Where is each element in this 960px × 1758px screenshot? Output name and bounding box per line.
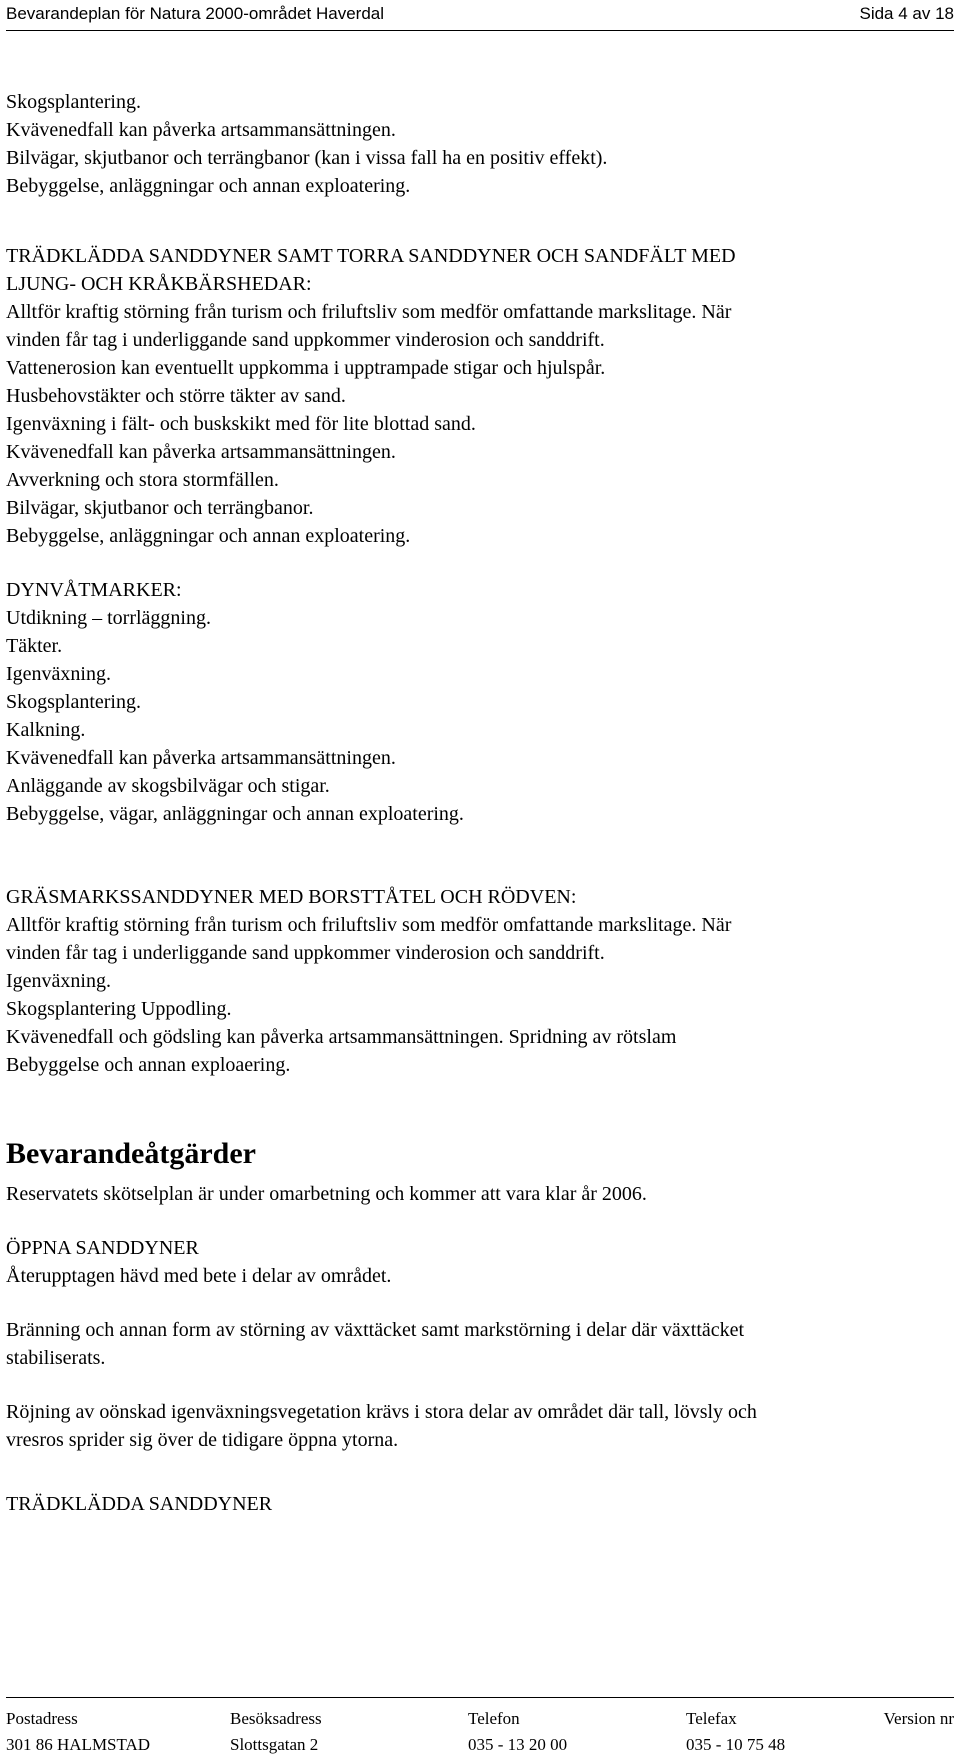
text-line: Skogsplantering Uppodling.	[6, 998, 232, 1020]
text-line: Skogsplantering.	[6, 691, 141, 713]
document-title: Bevarandeplan för Natura 2000-området Haverdal	[6, 4, 385, 23]
section-tradkladda-sanddyner-atgarder	[6, 1490, 946, 1518]
text-line: Bebyggelse, vägar, anläggningar och annan exploatering.	[6, 803, 464, 825]
page-footer	[6, 1697, 954, 1756]
text-line: Bebyggelse, anläggningar och annan exploatering.	[6, 525, 411, 547]
text-line: vresros sprider sig över de tidigare öppna ytorna.	[6, 1429, 399, 1451]
intro-block	[6, 88, 946, 200]
text-line: Vattenerosion kan eventuellt uppkomma i upptrampade stigar och hjulspår.	[6, 357, 606, 379]
text-line: Igenväxning i fält- och buskskikt med för lite blottad sand.	[6, 413, 476, 435]
text-line: vinden får tag i underliggande sand uppkommer vinderosion och sanddrift.	[6, 942, 605, 964]
footer-telefax	[686, 1706, 785, 1758]
paragraph-rojning	[6, 1398, 946, 1454]
footer-telefon	[468, 1706, 567, 1758]
footer-value: 035 - 10 75 48	[686, 1735, 786, 1754]
text-line: Anläggande av skogsbilvägar och stigar.	[6, 775, 330, 797]
footer-value: 035 - 13 20 00	[468, 1735, 568, 1754]
text-line: Återupptagen hävd med bete i delar av området.	[6, 1265, 392, 1287]
bevarandeatgarder-heading: Bevarandeåtgärder	[6, 1137, 256, 1170]
text-line: Bilvägar, skjutbanor och terrängbanor (kan i vissa fall ha en positiv effekt).	[6, 147, 608, 169]
section-heading: DYNVÅTMARKER:	[6, 579, 182, 601]
text-line: Kvävenedfall kan påverka artsammansättningen.	[6, 119, 396, 141]
section-tradkladda-sanddyner	[6, 242, 946, 550]
text-line: Reservatets skötselplan är under omarbetning och kommer att vara klar år 2006.	[6, 1183, 647, 1205]
section-dynvatmarker	[6, 576, 946, 828]
footer-version	[884, 1706, 954, 1732]
page-number: Sida 4 av 18	[859, 4, 954, 23]
section-heading: LJUNG- OCH KRÅKBÄRSHEDAR:	[6, 273, 312, 295]
footer-value: 301 86 HALMSTAD	[6, 1735, 151, 1754]
footer-value: Slottsgatan 2	[230, 1735, 319, 1754]
text-line: Igenväxning.	[6, 970, 111, 992]
text-line: stabiliserats.	[6, 1347, 106, 1369]
text-line: vinden får tag i underliggande sand uppkommer vinderosion och sanddrift.	[6, 329, 605, 351]
footer-label: Telefax	[686, 1709, 737, 1728]
text-line: Bebyggelse och annan exploaering.	[6, 1054, 291, 1076]
footer-postadress	[6, 1706, 150, 1758]
section-heading: TRÄDKLÄDDA SANDDYNER SAMT TORRA SANDDYNER OCH SANDFÄLT MED	[6, 245, 736, 267]
document-body	[6, 88, 946, 1518]
text-line: Bilvägar, skjutbanor och terrängbanor.	[6, 497, 314, 519]
section-heading: ÖPPNA SANDDYNER	[6, 1237, 199, 1259]
footer-label: Besöksadress	[230, 1709, 322, 1728]
text-line: Röjning av oönskad igenväxningsvegetation krävs i stora delar av området där tall, lövsly och	[6, 1401, 757, 1423]
text-line: Igenväxning.	[6, 663, 111, 685]
section-grasmarkssanddyner	[6, 883, 946, 1079]
text-line: Kvävenedfall kan påverka artsammansättningen.	[6, 747, 396, 769]
text-line: Alltför kraftig störning från turism och friluftsliv som medför omfattande markslitage. När	[6, 301, 732, 323]
footer-label: Postadress	[6, 1709, 78, 1728]
text-line: Skogsplantering.	[6, 91, 141, 113]
text-line: Utdikning – torrläggning.	[6, 607, 211, 629]
text-line: Alltför kraftig störning från turism och friluftsliv som medför omfattande markslitage. När	[6, 914, 732, 936]
text-line: Bränning och annan form av störning av växttäcket samt markstörning i delar där växttäcket	[6, 1319, 745, 1341]
text-line: Täkter.	[6, 635, 63, 657]
paragraph-branning	[6, 1316, 946, 1372]
footer-besoksadress	[230, 1706, 322, 1758]
page-header	[6, 0, 954, 31]
text-line: Kvävenedfall kan påverka artsammansättningen.	[6, 441, 396, 463]
section-heading: GRÄSMARKSSANDDYNER MED BORSTTÅTEL OCH RÖDVEN:	[6, 886, 577, 908]
section-heading: TRÄDKLÄDDA SANDDYNER	[6, 1493, 273, 1515]
text-line: Husbehovstäkter och större täkter av sand.	[6, 385, 346, 407]
text-line: Kalkning.	[6, 719, 86, 741]
section-oppna-sanddyner	[6, 1234, 946, 1290]
footer-label: Version nr	[883, 1709, 954, 1728]
text-line: Bebyggelse, anläggningar och annan exploatering.	[6, 175, 411, 197]
text-line: Kvävenedfall och gödsling kan påverka artsammansättningen. Spridning av rötslam	[6, 1026, 677, 1048]
text-line: Avverkning och stora stormfällen.	[6, 469, 279, 491]
footer-label: Telefon	[468, 1709, 520, 1728]
